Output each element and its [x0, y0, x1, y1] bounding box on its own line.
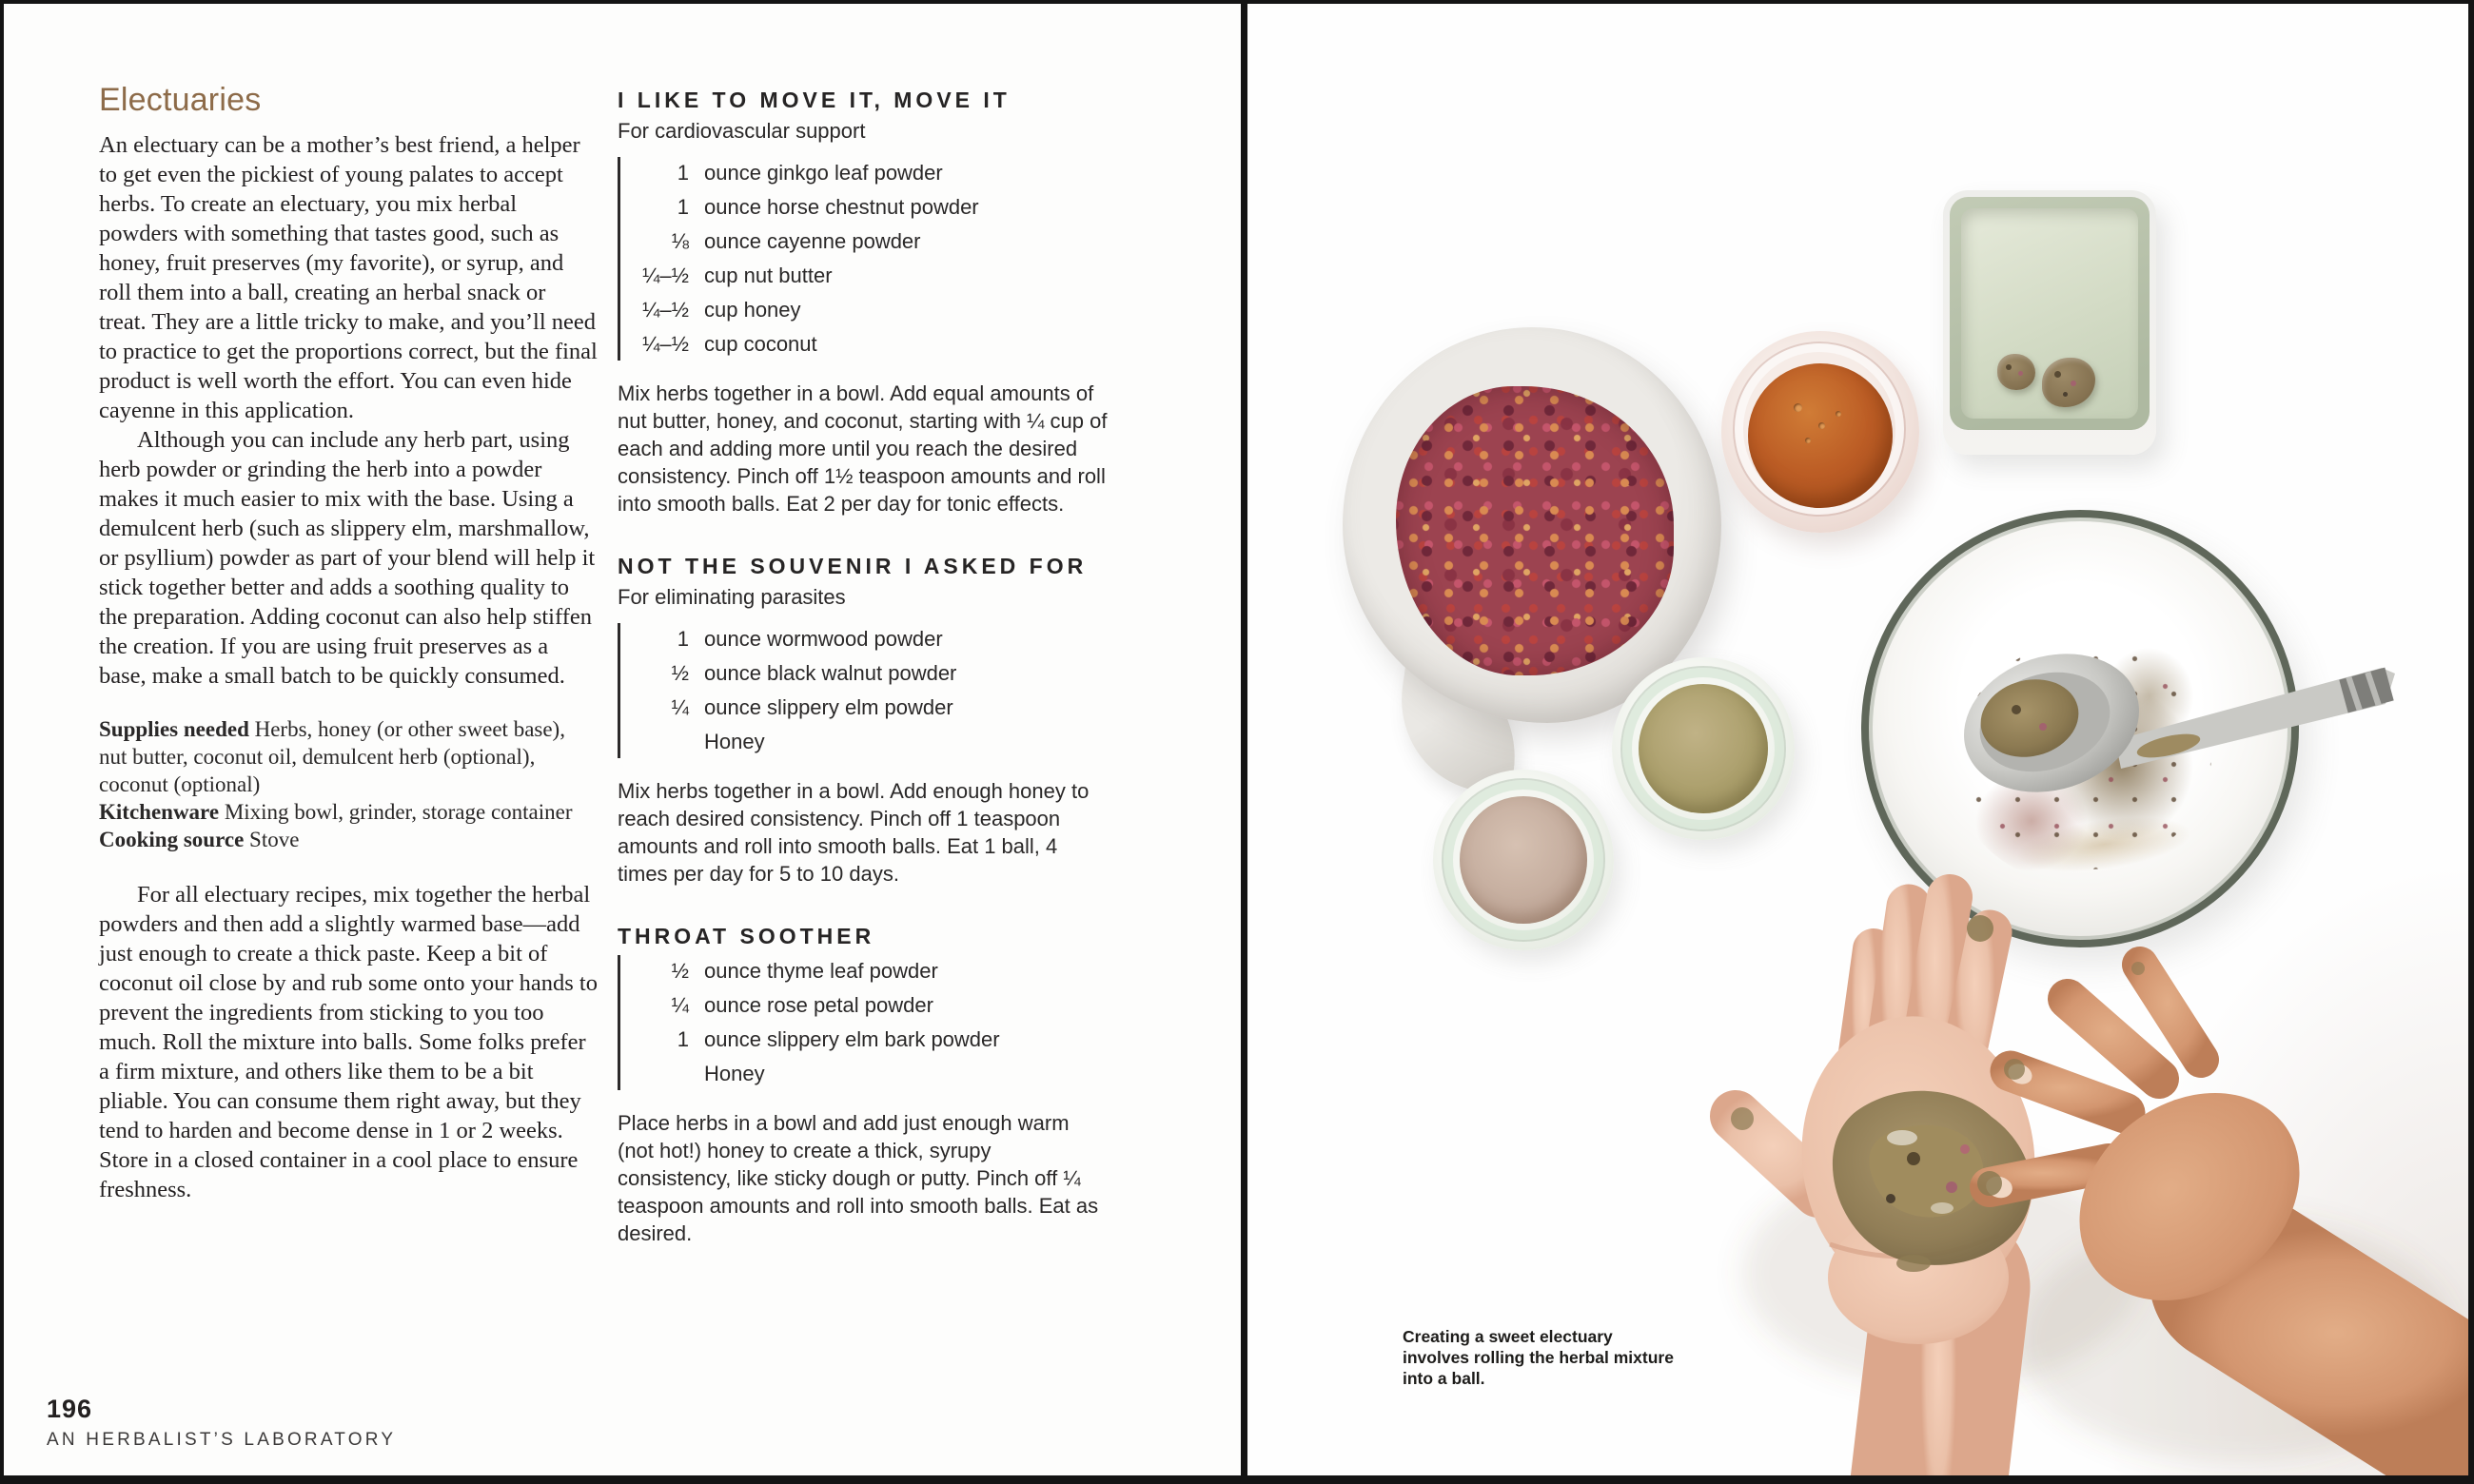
- mixture-on-thumb: [1731, 1107, 1754, 1130]
- cooking-source-value: Stove: [249, 828, 300, 851]
- ingredient-row: [620, 959, 1108, 984]
- body-paragraph: Although you can include any herb part, using herb powder or grinding the herb into a powder makes it much easier to mix with the base. Using a demulcent herb (such as slippery elm, marshmallow, or psyllium) powder as part of your blend will help it stick together better and adds a soothing quality to the preparation. Adding coconut can also help stiffen the creation. If you are using fruit preserves as a base, make a small batch to be quickly consumed.: [99, 427, 596, 689]
- recipe-title: I LIKE TO MOVE IT, MOVE IT: [618, 88, 1011, 112]
- recipe-title: NOT THE SOUVENIR I ASKED FOR: [618, 554, 1088, 578]
- supplies-line: [99, 826, 598, 853]
- page-footer: [47, 1395, 396, 1451]
- glossy-highlight: [1931, 1202, 1954, 1214]
- recipe-instructions: Mix herbs together in a bowl. Add enough honey to reach desired consistency. Pinch off 1 teaspoon amounts and roll into smooth balls. Eat 1 ball, 4 times per day for 5 to 10 days.: [618, 779, 1090, 886]
- recipe-throat-soother: [618, 924, 1108, 1247]
- ingredient-row: [620, 264, 1108, 288]
- ingredient-qty: 1: [677, 161, 689, 185]
- photo-caption: Creating a sweet electuary involves rolling the herbal mixture into a ball.: [1403, 1327, 1674, 1388]
- mixture-on-fingertip: [2131, 962, 2145, 975]
- herb-fleck: [1886, 1194, 1895, 1203]
- ingredient-name: ounce black walnut powder: [704, 661, 957, 685]
- recipe-instructions: Place herbs in a bowl and add just enough warm (not hot!) honey to create a thick, syrupy consistency, like sticky dough or putty. Pinch off ¼ teaspoon amounts and roll into smooth balls. Eat as desired.: [618, 1111, 1099, 1245]
- herb-fleck: [1946, 1181, 1957, 1193]
- ingredient-name: ounce wormwood powder: [704, 627, 943, 651]
- body-paragraph: For all electuary recipes, mix together the herbal powders and then add a slightly warmed base—add just enough to create a thick paste. Keep a bit of coconut oil close by and rub some onto your hands to prevent the ingredients from sticking to you too much. Roll the mixture into balls. Some folks prefer a firm mixture, and others like them to be a bit pliable. You can consume them right away, but they tend to harden and become dense in 1 or 2 weeks. Store in a closed container in a cool place to ensure freshness.: [99, 882, 598, 1202]
- ingredient-qty: 1: [677, 627, 689, 651]
- ingredient-row: [620, 1062, 1108, 1086]
- ingredient-list: [618, 623, 1108, 758]
- supplies-line: [99, 715, 598, 798]
- ingredient-name: ounce thyme leaf powder: [704, 959, 938, 983]
- recipe-subtitle: For eliminating parasites: [618, 585, 846, 609]
- ingredient-qty: 1: [677, 1027, 689, 1051]
- page-number: 196: [47, 1395, 93, 1423]
- mixture-drip: [1896, 1255, 1931, 1272]
- recipe-souvenir: [618, 554, 1108, 888]
- herb-fleck: [2039, 723, 2047, 731]
- glossy-highlight: [1887, 1130, 1917, 1145]
- supplies-value: Herbs, honey (or other sweet base), nut butter, coconut oil, demulcent herb (optional), coconut (optional): [99, 717, 565, 796]
- ingredient-row: [620, 627, 1108, 652]
- cooking-source-label: Cooking source: [99, 828, 245, 851]
- recipe-title: THROAT SOOTHER: [618, 924, 875, 948]
- section-heading: Electuaries: [99, 82, 262, 118]
- ingredient-row: [620, 661, 1108, 686]
- ingredient-row: [620, 332, 1108, 357]
- ingredient-list: [618, 157, 1108, 361]
- herb-fleck: [2012, 705, 2021, 714]
- kitchenware-label: Kitchenware: [99, 800, 220, 824]
- hands-and-spoon-illustration: [1247, 8, 2472, 1479]
- spoon-handle-band: [2370, 688, 2376, 690]
- ingredient-name: Honey: [704, 1062, 765, 1085]
- right-ring-finger: [2068, 999, 2159, 1079]
- ingredient-name: cup honey: [704, 298, 801, 322]
- ingredient-row: [620, 298, 1108, 322]
- running-book-title: AN HERBALIST’S LABORATORY: [47, 1430, 397, 1450]
- recipe-move-it: [618, 88, 1108, 517]
- ingredient-qty: ¼–½: [642, 264, 689, 287]
- right-forearm: [2237, 1278, 2456, 1416]
- ingredient-row: [620, 730, 1108, 754]
- ingredient-name: cup nut butter: [704, 264, 833, 287]
- ingredient-qty: ¼–½: [642, 332, 689, 356]
- ingredient-name: ounce rose petal powder: [704, 993, 933, 1017]
- ingredient-qty: 1: [677, 195, 689, 219]
- ingredient-qty: ½: [671, 959, 689, 983]
- supplies-block: [99, 715, 598, 853]
- ingredient-list: [618, 955, 1108, 1090]
- ingredient-row: [620, 695, 1108, 720]
- herb-fleck: [1907, 1152, 1920, 1165]
- ingredient-name: Honey: [704, 730, 765, 753]
- ingredient-row: [620, 993, 1108, 1018]
- left-text-column: [99, 82, 598, 1204]
- mixture-on-fingertip: [1967, 915, 1993, 942]
- spoon-handle-band: [2351, 693, 2357, 694]
- ingredient-qty: ½: [671, 661, 689, 685]
- recipes-column: [618, 88, 1108, 1283]
- photo-electuary-making: [1247, 8, 2472, 1479]
- mixture-on-fingertip: [1977, 1171, 2002, 1196]
- ingredient-qty: ¼: [671, 993, 689, 1017]
- ingredient-qty: ¼: [671, 695, 689, 719]
- recipe-subtitle: For cardiovascular support: [618, 119, 866, 143]
- ingredient-row: [620, 1027, 1108, 1052]
- ingredient-row: [620, 229, 1108, 254]
- ingredient-name: ounce cayenne powder: [704, 229, 921, 253]
- ingredient-name: ounce ginkgo leaf powder: [704, 161, 943, 185]
- ingredient-qty: ⅛: [671, 229, 689, 253]
- ingredient-name: cup coconut: [704, 332, 817, 356]
- supplies-label: Supplies needed: [99, 717, 249, 741]
- kitchenware-value: Mixing bowl, grinder, storage container: [224, 800, 573, 824]
- ingredient-qty: ¼–½: [642, 298, 689, 322]
- recipe-instructions: Mix herbs together in a bowl. Add equal amounts of nut butter, honey, and coconut, starting with ¼ cup of each and adding more until you reach the desired consistency. Pinch off 1½ teaspoon amounts and roll into smooth balls. Eat 2 per day for tonic effects.: [618, 381, 1108, 516]
- supplies-line: [99, 798, 598, 826]
- herb-fleck: [1960, 1144, 1970, 1154]
- page-gutter-divider: [1241, 4, 1247, 1484]
- ingredient-name: ounce slippery elm powder: [704, 695, 953, 719]
- body-paragraph: An electuary can be a mother’s best friend, a helper to get even the pickiest of young palates to accept herbs. To create an electuary, you mix herbal powders with something that tastes good, such as honey, fruit preserves (my favorite), or syrup, and roll them into a ball, creating an herbal snack or treat. They are a little tricky to make, and you’ll need to practice to get the proportions correct, but the final product is well worth the effort. You can even hide cayenne in this application.: [99, 132, 598, 423]
- mixture-on-fingertip: [2004, 1059, 2025, 1080]
- ingredient-name: ounce horse chestnut powder: [704, 195, 979, 219]
- ingredient-row: [620, 161, 1108, 186]
- ingredient-row: [620, 195, 1108, 220]
- ingredient-name: ounce slippery elm bark powder: [704, 1027, 1000, 1051]
- spoon: [1946, 632, 2395, 813]
